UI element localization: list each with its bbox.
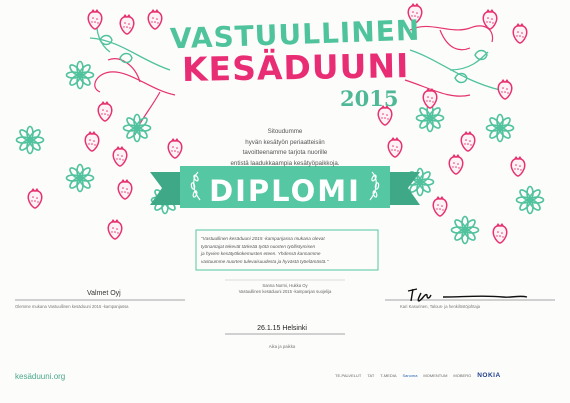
strawberry-icon <box>483 9 497 29</box>
diplomi-heading: DIPLOMI <box>209 174 361 208</box>
company-name: Valmet Oyj <box>87 290 121 297</box>
daisy-flower-icon <box>67 165 94 192</box>
pledge-text <box>200 127 370 169</box>
strawberry-icon <box>108 219 122 239</box>
strawberry-icon <box>113 146 127 166</box>
nokia-logo: NOKIA <box>477 372 501 379</box>
strawberry-icon <box>498 79 512 99</box>
daisy-flower-icon <box>124 115 151 142</box>
strawberry-icon <box>433 196 447 216</box>
sponsor-logo: MOBERG <box>453 373 472 378</box>
patron-signatory <box>225 283 345 295</box>
signatory-caption: Kari Kasurinen, Talous- ja henkilöstöjohtaja <box>400 304 480 309</box>
strawberry-icon <box>88 9 102 29</box>
sponsor-logos <box>335 372 501 379</box>
strawberry-icon <box>148 9 162 29</box>
strawberry-icon <box>493 223 507 243</box>
pledge-line: Sitoudumme <box>267 128 303 135</box>
patron-role: Vastuullinen kesäduuni 2015 -kampanjan suojelija <box>238 289 332 295</box>
daisy-flower-icon <box>517 187 544 214</box>
strawberry-icon <box>388 137 402 157</box>
daisy-flower-icon <box>487 115 514 142</box>
sponsor-logo: MOMENTUM <box>423 373 448 378</box>
pledge-line: tavoitteenamme tarjota nuorille <box>242 149 328 156</box>
strawberry-icon <box>449 154 463 174</box>
title-year: 2015 <box>340 86 399 111</box>
daisy-flower-icon <box>452 217 479 244</box>
pledge-line: entistä laadukkaampia kesätyöpaikkoja. <box>230 159 340 167</box>
quote-line: vastuumme nuorten tulevaisuudesta ja hyvästä työelämästä." <box>201 258 329 264</box>
sponsor-logo: T-MEDIA <box>380 373 397 378</box>
patron-name: Sanna Nurmi, Hukka Oy <box>262 283 308 288</box>
date-place: 26.1.15 Helsinki <box>257 325 307 332</box>
website-link[interactable]: kesäduuni.org <box>15 372 66 381</box>
campaign-quote <box>201 235 371 265</box>
sponsor-logo: TAT <box>367 373 375 378</box>
strawberry-icon <box>28 188 42 208</box>
daisy-flower-icon <box>17 127 44 154</box>
strawberry-icon <box>98 101 112 121</box>
quote-line: työnantajat tekevät tärkeää työtä nuorten työllistymisen <box>201 243 316 249</box>
strawberry-icon <box>513 23 527 43</box>
title-line-1: VASTUULLINEN <box>169 13 421 56</box>
pledge-line: hyvän kesätyön periaatteisiin <box>245 138 325 146</box>
sponsor-logo: TE-PALVELUT <box>335 373 362 378</box>
strawberry-icon <box>511 156 525 176</box>
strawberry-icon <box>118 179 132 199</box>
quote-line: ja hyvien kesätyökokemusten eteen. Yhdessä kannamme <box>201 251 321 257</box>
title-line-2: KESÄDUUNI <box>181 46 410 89</box>
strawberry-icon <box>168 138 182 158</box>
company-caption: Olemme mukana Vastuullinen kesäduuni 2015 -kampanjassa <box>15 304 129 309</box>
strawberry-icon <box>120 14 134 34</box>
sponsor-logo: Sanoma <box>402 373 418 378</box>
leaf-icon <box>120 54 132 63</box>
strawberry-icon <box>461 131 475 151</box>
daisy-flower-icon <box>67 62 94 89</box>
strawberry-icon <box>85 131 99 151</box>
quote-line: "Vastuullinen kesäduuni 2015 -kampanjassa mukana olevat <box>201 236 325 241</box>
date-caption: Aika ja paikka <box>268 344 296 349</box>
